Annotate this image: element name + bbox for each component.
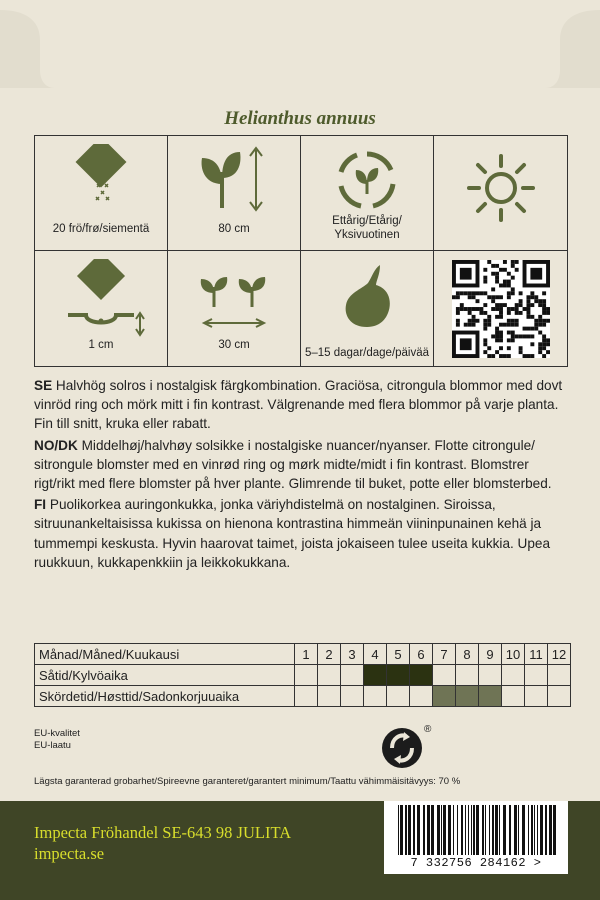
lang-code-nodk: NO/DK [34, 437, 78, 453]
sowing-depth-icon [56, 259, 146, 337]
month-12: 12 [548, 644, 571, 665]
germination-seed-icon [332, 259, 402, 331]
sun-cell [434, 136, 567, 251]
calendar-header-label: Månad/Måned/Kuukausi [35, 644, 295, 665]
ean-barcode [384, 801, 568, 874]
sowing-depth-caption: 1 cm [88, 339, 114, 351]
seed-count-caption: 20 frö/frø/siementä [52, 223, 150, 235]
seed-count-cell [35, 136, 168, 251]
plant-spacing-cell [168, 251, 301, 366]
month-2: 2 [318, 644, 341, 665]
green-dot-recycle-icon [380, 724, 436, 775]
latin-name-title: Helianthus annuus [224, 108, 376, 129]
calendar-cell [548, 665, 571, 686]
eu-quality-fi: EU-laatu [34, 740, 71, 751]
eu-quality-se: EU-kvalitet [34, 728, 80, 739]
germination-days-caption: 5–15 dagar/dage/päivää [304, 347, 430, 359]
calendar-cell [318, 665, 341, 686]
description-fi-text: Puolikorkea auringonkukka, jonka väriyhdistelmä on nostalginen. Siroissa, sitruunankeltaisissa kukissa on hienona kontrastina himmeän viininpunainen kehä ja tummempi keskusta. Hyvin haarovat taimet, joista jokaiseen tulee useita kukkia. Upea ruukkuun, kukkapenkkiin ja leikkokukkana. [34, 497, 551, 570]
sowing-depth-cell [35, 251, 168, 366]
company-info [34, 822, 291, 864]
lifecycle-cell [301, 136, 434, 251]
month-9: 9 [479, 644, 502, 665]
calendar-cell [502, 686, 525, 707]
registered-mark: ® [424, 724, 432, 735]
calendar-cell [410, 665, 433, 686]
calendar-cell [387, 665, 410, 686]
barcode-number: 7 332756 284162 > [410, 856, 542, 870]
calendar-cell [364, 686, 387, 707]
plant-height-cell [168, 136, 301, 251]
calendar-cell [410, 686, 433, 707]
plant-height-caption: 80 cm [218, 223, 250, 235]
month-10: 10 [502, 644, 525, 665]
calendar-cell [318, 686, 341, 707]
calendar-cell [341, 686, 364, 707]
month-3: 3 [341, 644, 364, 665]
month-11: 11 [525, 644, 548, 665]
calendar-row-label: Såtid/Kylvöaika [35, 665, 295, 686]
description-se [34, 376, 568, 434]
calendar-cell [433, 665, 456, 686]
lang-code-fi: FI [34, 497, 47, 513]
calendar-cell [387, 686, 410, 707]
eu-quality-label [34, 728, 80, 752]
calendar-cell [456, 686, 479, 707]
calendar-cell [479, 686, 502, 707]
calendar-cell [433, 686, 456, 707]
company-address: Impecta Fröhandel SE-643 98 JULITA [34, 823, 292, 842]
description-nodk [34, 436, 568, 494]
calendar-cell [525, 665, 548, 686]
calendar-row-label: Skördetid/Høsttid/Sadonkorjuuaika [35, 686, 295, 707]
lifecycle-caption: Ettårig/Etårig/ Yksivuotinen [332, 215, 402, 241]
month-1: 1 [295, 644, 318, 665]
month-8: 8 [456, 644, 479, 665]
description-nodk-text: Middelhøj/halvhøy solsikke i nostalgiske nuancer/nyanser. Flotte citrongule/ sitrongule blomster med en vinrød ring og mørk midte/midt i fin kontrast. Blomstrer rigt/rikt med flere blomster på hver plante. Glimrende til buket, potte eller blomsterbed. [34, 437, 552, 492]
barcode-bars [384, 801, 568, 857]
description-fi [34, 495, 568, 572]
lang-code-se: SE [34, 378, 53, 393]
calendar-cell [456, 665, 479, 686]
plant-spacing-caption: 30 cm [218, 339, 250, 351]
annual-cycle-icon [327, 144, 407, 216]
seed-packet-icon [61, 144, 141, 216]
calendar-cell [341, 665, 364, 686]
sun-icon [461, 148, 541, 228]
description-block [34, 376, 568, 574]
company-website-link[interactable]: impecta.se [34, 844, 105, 863]
calendar-cell [502, 665, 525, 686]
calendar-cell [295, 686, 318, 707]
packet-top-flap [0, 0, 600, 88]
calendar-cell [479, 665, 502, 686]
qr-cell [434, 251, 567, 366]
description-se-text: Halvhög solros i nostalgisk färgkombination. Graciösa, citrongula blommor med dovt vinröd ring och mörk mitt i fin kontrast. Välgrenande med flera blommor på varje planta. Fin till snitt, kruka eller rabatt. [34, 378, 563, 432]
sowing-calendar [34, 643, 571, 707]
germination-days-cell [301, 251, 434, 366]
growing-info-grid [34, 135, 568, 367]
month-5: 5 [387, 644, 410, 665]
germination-guarantee: Lägsta garanterad grobarhet/Spireevne garanteret/garantert minimum/Taattu vähimmäisitävyys: 70 % [34, 776, 461, 787]
calendar-cell [295, 665, 318, 686]
calendar-cell [525, 686, 548, 707]
qr-code-icon[interactable] [452, 260, 550, 358]
month-7: 7 [433, 644, 456, 665]
plant-height-icon [194, 144, 274, 216]
calendar-cell [548, 686, 571, 707]
flap-outline [0, 0, 600, 88]
month-6: 6 [410, 644, 433, 665]
calendar-cell [364, 665, 387, 686]
plant-spacing-icon [194, 259, 274, 337]
month-4: 4 [364, 644, 387, 665]
